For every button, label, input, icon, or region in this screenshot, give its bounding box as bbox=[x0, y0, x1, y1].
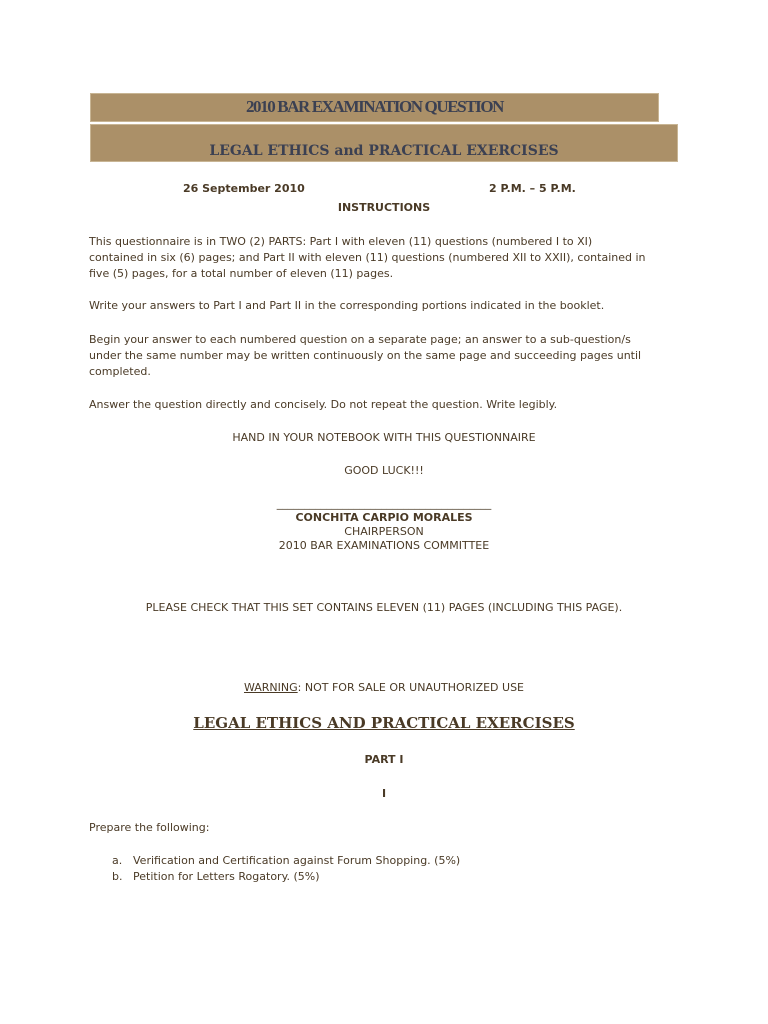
text-line: completed. bbox=[89, 365, 151, 378]
text-line: contained in six (6) pages; and Part II with eleven (11) questions (numbered XII to XXII), contained in bbox=[89, 251, 646, 264]
hand-in-notice: HAND IN YOUR NOTEBOOK WITH THIS QUESTIONNAIRE bbox=[232, 431, 536, 444]
text-line: five (5) pages, for a total number of eleven (11) pages. bbox=[89, 267, 394, 280]
section-heading: LEGAL ETHICS AND PRACTICAL EXERCISES bbox=[193, 714, 575, 732]
exam-date: 26 September 2010 bbox=[183, 182, 305, 195]
list-item-letter: b. bbox=[112, 870, 123, 883]
title-banner bbox=[90, 93, 659, 122]
subject-banner bbox=[90, 124, 678, 162]
instructions-paragraph-3 bbox=[89, 332, 681, 380]
signatory-name: CONCHITA CARPIO MORALES bbox=[295, 511, 473, 524]
instructions-paragraph-1 bbox=[89, 234, 681, 282]
list-item: Verification and Certification against Forum Shopping. (5%) bbox=[133, 854, 461, 867]
question-prompt: Prepare the following: bbox=[89, 821, 210, 834]
signatory-role: CHAIRPERSON bbox=[344, 525, 424, 538]
list-item: Petition for Letters Rogatory. (5%) bbox=[133, 870, 320, 883]
warning-label: WARNING bbox=[243, 681, 298, 694]
good-luck: GOOD LUCK!!! bbox=[344, 464, 424, 477]
subject-title: LEGAL ETHICS and PRACTICAL EXERCISES bbox=[209, 143, 559, 159]
instructions-paragraph-4: Answer the question directly and concisely. Do not repeat the question. Write legibly. bbox=[89, 398, 558, 411]
list-item-letter: a. bbox=[112, 854, 123, 867]
text-line: Begin your answer to each numbered question on a separate page; an answer to a sub-question/s bbox=[89, 333, 631, 346]
warning-text: : NOT FOR SALE OR UNAUTHORIZED USE bbox=[297, 681, 524, 694]
question-number: I bbox=[381, 787, 387, 800]
committee-name: 2010 BAR EXAMINATIONS COMMITTEE bbox=[278, 539, 490, 552]
text-line: under the same number may be written continuously on the same page and succeeding pages until bbox=[89, 349, 642, 362]
exam-time: 2 P.M. – 5 P.M. bbox=[489, 182, 576, 195]
warning-notice bbox=[88, 681, 680, 694]
exam-title: 2010 BAR EXAMINATION QUESTION bbox=[245, 97, 504, 116]
part-label: PART I bbox=[364, 753, 404, 766]
instructions-heading: INSTRUCTIONS bbox=[337, 201, 431, 214]
instructions-paragraph-2: Write your answers to Part I and Part II in the corresponding portions indicated in the booklet. bbox=[89, 299, 605, 312]
text-line: This questionnaire is in TWO (2) PARTS: Part I with eleven (11) questions (numbered I to XI) bbox=[89, 235, 593, 248]
page-count-notice: PLEASE CHECK THAT THIS SET CONTAINS ELEVEN (11) PAGES (INCLUDING THIS PAGE). bbox=[145, 601, 623, 614]
signature-line: _______________________________________ bbox=[276, 497, 492, 510]
